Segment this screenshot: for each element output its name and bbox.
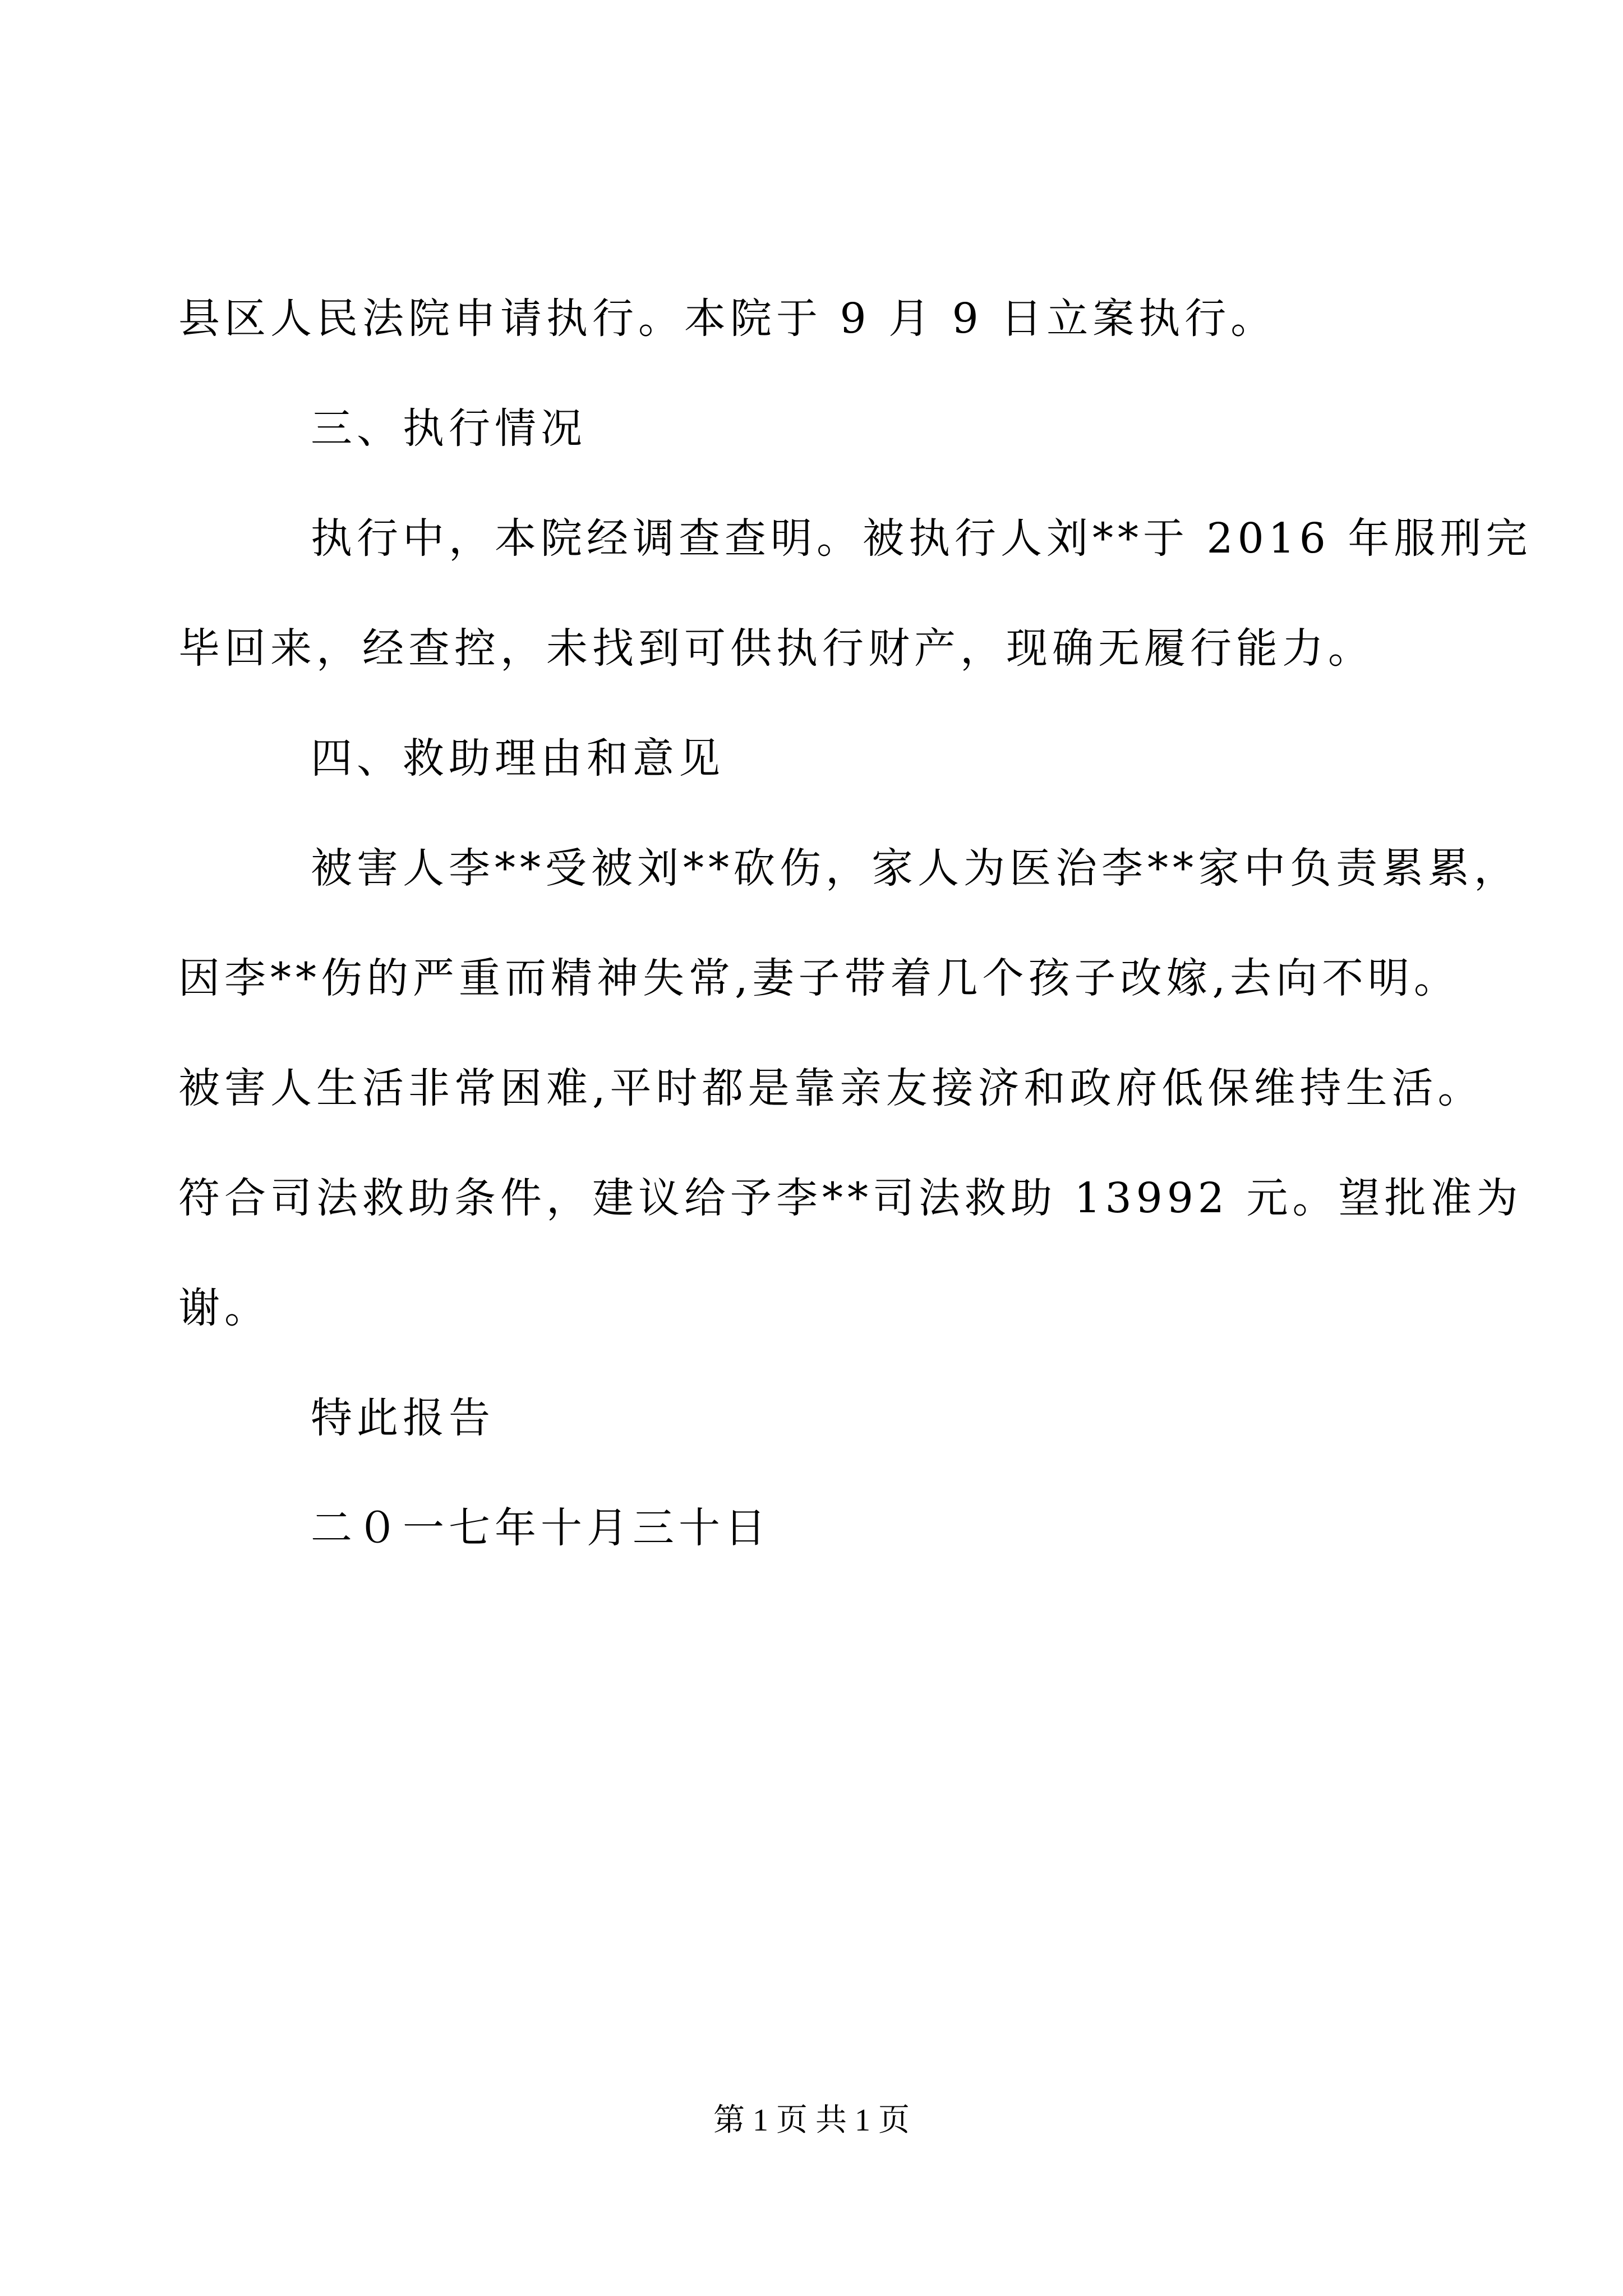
paragraph-line: 毕回来，经查控，未找到可供执行财产，现确无履行能力。 xyxy=(178,624,1374,673)
document-body xyxy=(178,264,1532,1583)
page-number-footer: 第 1 页 共 1 页 xyxy=(713,2103,910,2138)
section-heading-relief: 四、救助理由和意见 xyxy=(311,734,725,783)
document-date: 二０一七年十月三十日 xyxy=(311,1504,771,1552)
paragraph-line: 符合司法救助条件，建议给予李**司法救助 13992 元。望批准为 xyxy=(178,1174,1523,1222)
paragraph-line: 被害人李**受被刘**砍伤，家人为医治李**家中负责累累， xyxy=(311,844,1520,892)
continuation-line: 县区人民法院申请执行。本院于 9 月 9 日立案执行。 xyxy=(178,295,1277,343)
paragraph-line: 被害人生活非常困难,平时都是靠亲友接济和政府低保维持生活。 xyxy=(178,1064,1484,1112)
paragraph-line: 因李**伤的严重而精神失常,妻子带着几个孩子改嫁,去向不明。 xyxy=(178,954,1460,1002)
paragraph-line: 执行中，本院经调查查明。被执行人刘**于 2016 年服刑完 xyxy=(311,514,1532,563)
section-heading-execution: 三、执行情况 xyxy=(311,404,587,453)
closing-phrase: 特此报告 xyxy=(311,1394,495,1442)
paragraph-line: 谢。 xyxy=(178,1284,270,1332)
